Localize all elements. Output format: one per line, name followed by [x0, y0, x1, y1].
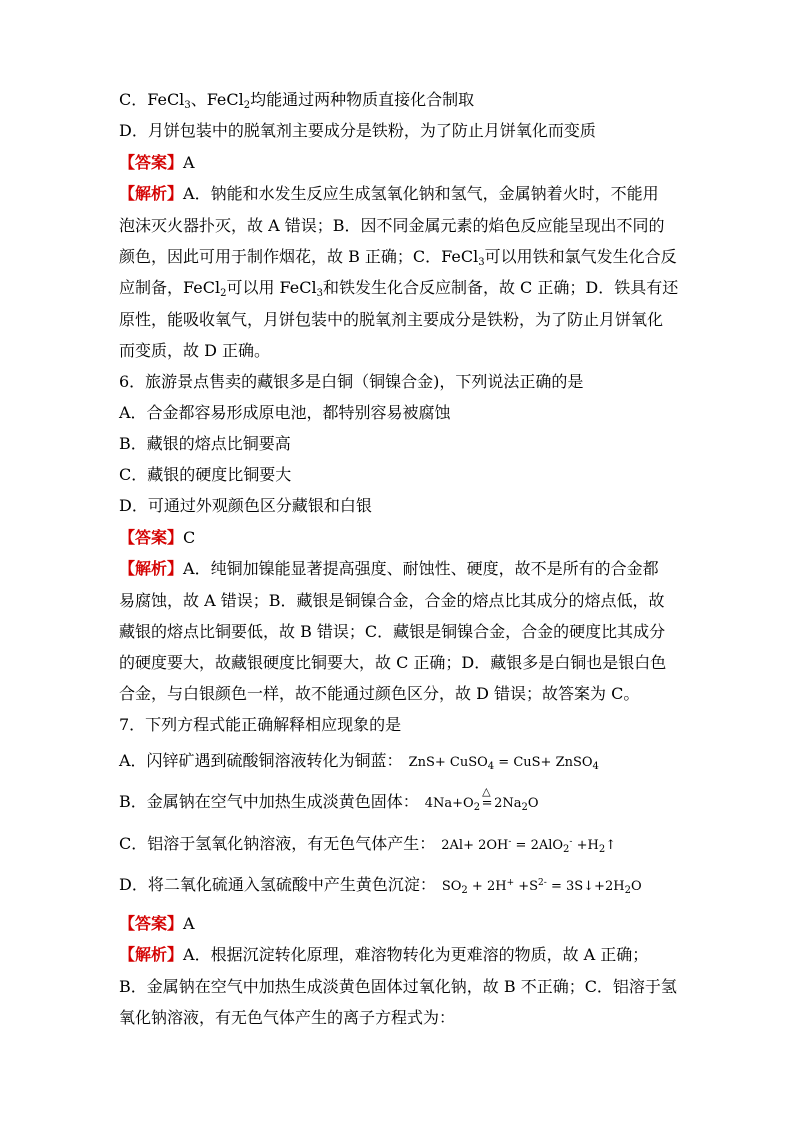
- q7-analysis-line: B．金属钠在空气中加热生成淡黄色固体过氧化钠，故 B 不正确；C．铝溶于氢: [119, 977, 677, 996]
- q6-analysis-line: 藏银的熔点比铜要低，故 B 错误；C．藏银是铜镍合金，合金的硬度比其成分: [119, 622, 666, 641]
- q6-option-b: B．藏银的熔点比铜要高: [119, 434, 291, 453]
- q6-analysis-line: 合金，与白银颜色一样，故不能通过颜色区分，故 D 错误；故答案为 C。: [119, 684, 640, 703]
- q7-option-d: D．将二氧化硫通入氢硫酸中产生黄色沉淀： $SO_2 + 2H^+ +S^{2-}$ = $3S↓+2H_2O$: [119, 875, 642, 896]
- analysis-tag: 【解析】: [119, 559, 184, 578]
- q5-analysis: 【解析】A．钠能和水发生反应生成氢氧化钠和氢气，金属钠着火时，不能用: [119, 184, 659, 203]
- q7-option-a: A．闪锌矿遇到硫酸铜溶液转化为铜蓝： ZnS+ CuSO$_4$ = CuS+ ZnSO$_4$: [119, 751, 599, 772]
- q6-analysis: 【解析】A．纯铜加镍能显著提高强度、耐蚀性、硬度，故不是所有的合金都: [119, 559, 659, 578]
- q7-analysis-line: 氧化钠溶液，有无色气体产生的离子方程式为：: [119, 1008, 456, 1027]
- q6-option-a: A．合金都容易形成原电池，都特别容易被腐蚀: [119, 403, 451, 422]
- q6-answer: 【答案】C: [119, 528, 196, 547]
- answer-tag: 【答案】: [119, 914, 184, 933]
- q5-analysis-line: 应制备，FeCl$_2$可以用 FeCl$_3$和铁发生化合反应制备，故 C 正确；D．铁具有还: [119, 278, 679, 299]
- heating-condition: △ =: [481, 785, 493, 811]
- equation: $4Na+O_2$ △ = $2Na_2O$: [424, 785, 539, 813]
- equation: $SO_2 + 2H^+ +S^{2-}$ = $3S↓+2H_2O$: [441, 878, 642, 896]
- q5-analysis-line: 泡沫灭火器扑灭，故 A 错误；B．因不同金属元素的焰色反应能呈现出不同的: [119, 216, 665, 235]
- q6-option-c: C．藏银的硬度比铜要大: [119, 465, 292, 484]
- q5-analysis-line: 原性，能吸收氧气，月饼包装中的脱氧剂主要成分是铁粉，为了防止月饼氧化: [119, 310, 664, 329]
- analysis-tag: 【解析】: [119, 945, 184, 964]
- q5-answer: 【答案】A: [119, 153, 195, 172]
- analysis-tag: 【解析】: [119, 184, 184, 203]
- answer-tag: 【答案】: [119, 153, 184, 172]
- q6-option-d: D．可通过外观颜色区分藏银和白银: [119, 496, 372, 515]
- q7-stem: 7．下列方程式能正确解释相应现象的是: [119, 715, 402, 734]
- equation: $2Al+ 2OH^- = 2AlO_2^- +H_2↑$: [441, 837, 617, 855]
- q6-analysis-line: 易腐蚀，故 A 错误；B．藏银是铜镍合金，合金的熔点比其成分的熔点低，故: [119, 591, 665, 610]
- q7-option-b: B．金属钠在空气中加热生成淡黄色固体： $4Na+O_2$ △ = $2Na_2O$: [119, 785, 539, 813]
- q6-analysis-line: 的硬度要大，故藏银硬度比铜要大，故 C 正确；D．藏银多是白铜也是银白色: [119, 653, 667, 672]
- q7-option-c: C．铝溶于氢氧化钠溶液，有无色气体产生： $2Al+ 2OH^- = 2AlO_2^- +H_2↑$: [119, 834, 617, 855]
- q7-analysis: 【解析】A．根据沉淀转化原理，难溶物转化为更难溶的物质，故 A 正确；: [119, 945, 649, 964]
- equation: ZnS+ CuSO$_4$ = CuS+ ZnSO$_4$: [408, 755, 599, 772]
- q5-option-d: D．月饼包装中的脱氧剂主要成分是铁粉，为了防止月饼氧化而变质: [119, 121, 596, 140]
- answer-tag: 【答案】: [119, 528, 184, 547]
- q5-analysis-line: 而变质，故 D 正确。: [119, 341, 271, 360]
- q6-stem: 6．旅游景点售卖的藏银多是白铜（铜镍合金)，下列说法正确的是: [119, 372, 584, 391]
- q7-answer: 【答案】A: [119, 914, 195, 933]
- q5-analysis-line: 颜色，因此可用于制作烟花，故 B 正确；C．FeCl$_3$可以用铁和氯气发生化合反: [119, 247, 677, 268]
- q5-option-c: C．FeCl$_3$、FeCl$_2$均能通过两种物质直接化合制取: [119, 90, 475, 111]
